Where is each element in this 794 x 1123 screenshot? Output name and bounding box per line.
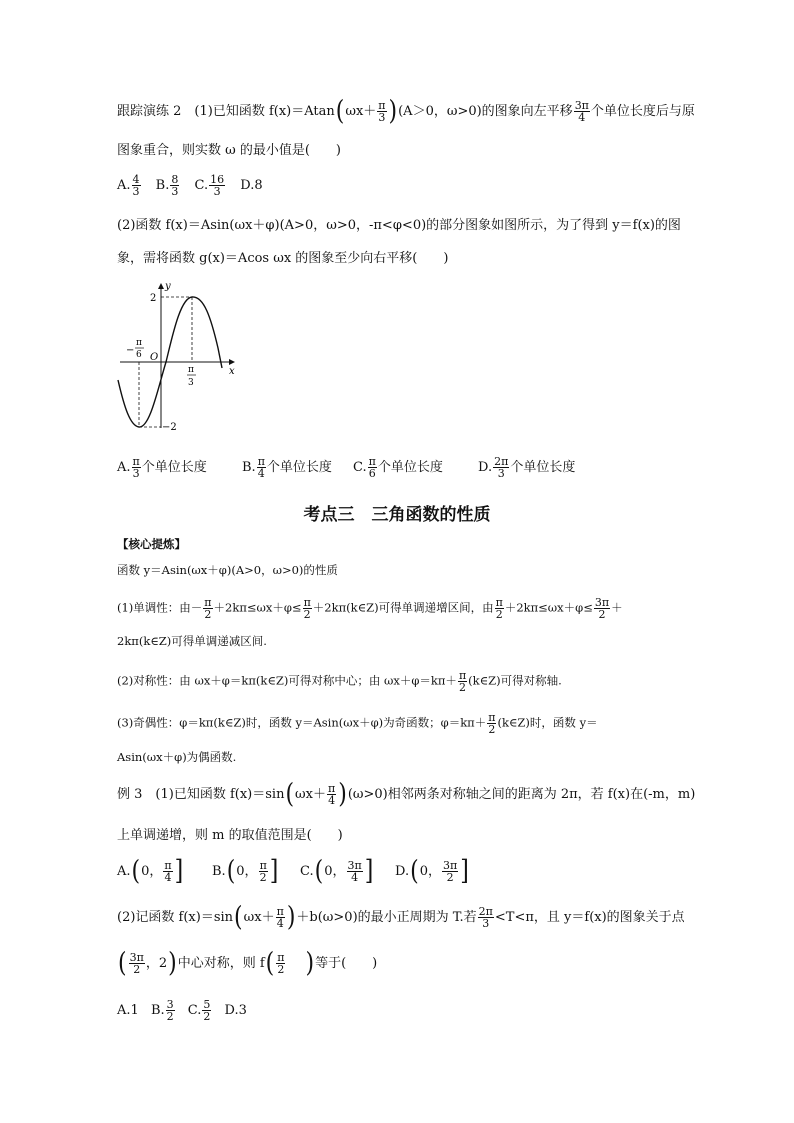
option-c: C. $\frac{5}{2}$ bbox=[187, 998, 211, 1023]
option-c: C. $\frac{\pi}{6}$ 个单位长度 bbox=[353, 455, 443, 480]
q2-line1-mid: (A＞0，ω>0)的图象向左平移 bbox=[398, 104, 573, 119]
sine-graph bbox=[110, 278, 250, 438]
q2-options-2 bbox=[117, 456, 575, 479]
tick-max: 2 bbox=[150, 293, 157, 304]
neg-tick-prefix: − bbox=[126, 345, 135, 356]
option-b: B. $\frac{\pi}{4}$ 个单位长度 bbox=[242, 455, 332, 480]
option-d: D. $\frac{2\pi}{3}$ 个单位长度 bbox=[478, 455, 576, 480]
option-d: D.8 bbox=[240, 178, 263, 193]
pos-tick-num: π bbox=[188, 365, 194, 375]
q2-options-1 bbox=[117, 174, 263, 197]
tick-min: −2 bbox=[162, 422, 177, 433]
core-tag: 【核心提炼】 bbox=[117, 537, 186, 551]
q2-line3: (2)函数 f(x)＝Asin(ωx＋φ)(A>0，ω>0，-π<φ<0)的部分图象如图所示，为了得到 y＝f(x)的图 bbox=[117, 218, 681, 233]
ex3-line2: 上单调递增，则 m 的取值范围是( ) bbox=[117, 828, 343, 843]
core-mono-line2: 2kπ(k∈Z)可得单调递减区间. bbox=[117, 634, 267, 648]
ex3-line3: (2)记函数 f(x)＝sin(ωx＋ $\frac{\pi}{4}$ )＋b(ω>0)的最小正周期为 T.若 $\frac{2\pi}{3}$ <T<π，且 y＝f(x)的图象关于点 bbox=[117, 901, 685, 933]
ex3-line4: ( $\frac{3\pi}{2}$ ，2)中心对称，则 f( $\frac{\pi}{2}$ )等于( ) bbox=[118, 947, 378, 979]
option-c: C.(0， $\frac{3\pi}{4}$ ] bbox=[300, 855, 374, 887]
x-axis-label: x bbox=[229, 366, 235, 377]
y-axis-label: y bbox=[165, 281, 171, 292]
origin-label: O bbox=[150, 352, 159, 363]
ex3-line1: 例 3 (1)已知函数 f(x)＝sin(ωx＋ $\frac{\pi}{4}$ )(ω>0)相邻两条对称轴之间的距离为 2π，若 f(x)在(-m，m) bbox=[117, 778, 696, 810]
option-b: B.(0， $\frac{\pi}{2}$ ] bbox=[212, 855, 279, 887]
q2-line2: 图象重合，则实数 ω 的最小值是( ) bbox=[117, 143, 342, 158]
section-title: 考点三 三角函数的性质 bbox=[303, 505, 491, 525]
q2-line1: 跟踪演练 2 (1)已知函数 f(x)＝Atan(ωx＋ $\frac{\pi}{3}$ )(A＞0，ω>0)的图象向左平移 $\frac{3\pi}{4}$ 个单位长度后与原 bbox=[117, 95, 695, 127]
q2-line1-paren-a: ωx＋ bbox=[345, 104, 377, 119]
ex3-options bbox=[117, 855, 470, 887]
q2-line1-prefix: 跟踪演练 2 (1)已知函数 f(x)＝Atan bbox=[117, 104, 335, 119]
q2-line4: 象，需将函数 g(x)＝Acos ωx 的图象至少向右平移( ) bbox=[117, 251, 449, 266]
option-d: D.(0， $\frac{3\pi}{2}$ ] bbox=[395, 855, 469, 887]
neg-tick-num: π bbox=[136, 338, 142, 348]
core-sym: (2)对称性：由 ωx＋φ＝kπ(k∈Z)可得对称中心；由 ωx＋φ＝kπ＋ $\frac{\pi}{2}$ (k∈Z)可得对称轴. bbox=[117, 669, 562, 694]
pos-tick-den: 3 bbox=[188, 378, 194, 388]
option-a: A. $\frac{\pi}{3}$ 个单位长度 bbox=[117, 455, 207, 480]
option-b: B. $\frac{3}{2}$ bbox=[150, 998, 174, 1023]
option-c: C. $\frac{16}{3}$ bbox=[194, 173, 225, 198]
ex3-options-2 bbox=[117, 999, 247, 1022]
q2-line1-suffix: 个单位长度后与原 bbox=[590, 104, 695, 119]
option-a: A.(0， $\frac{\pi}{4}$ ] bbox=[117, 855, 184, 887]
core-intro: 函数 y＝Asin(ωx＋φ)(A>0，ω>0)的性质 bbox=[117, 563, 338, 577]
core-par-line2: Asin(ωx＋φ)为偶函数. bbox=[117, 750, 237, 764]
neg-tick-den: 6 bbox=[136, 350, 142, 360]
core-par-line1: (3)奇偶性：φ＝kπ(k∈Z)时，函数 y＝Asin(ωx＋φ)为奇函数；φ＝kπ＋ $\frac{\pi}{2}$ (k∈Z)时，函数 y＝ bbox=[117, 711, 598, 736]
option-d: D.3 bbox=[224, 1003, 247, 1018]
fraction: $\frac{3\pi}{4}$ bbox=[574, 99, 589, 124]
fraction: $\frac{\pi}{3}$ bbox=[378, 99, 386, 124]
option-b: B. $\frac{8}{3}$ bbox=[155, 173, 179, 198]
core-mono-line1: (1)单调性：由－ $\frac{\pi}{2}$ ＋2kπ≤ωx＋φ≤ $\frac{\pi}{2}$ ＋2kπ(k∈Z)可得单调递增区间，由 $\frac{\pi}{2}$ ＋2kπ≤ωx＋φ≤ $\frac{3\pi}{2}$ ＋ bbox=[117, 596, 623, 621]
option-a: A.1 bbox=[117, 1003, 139, 1018]
option-a: A. $\frac{4}{3}$ bbox=[117, 173, 140, 198]
